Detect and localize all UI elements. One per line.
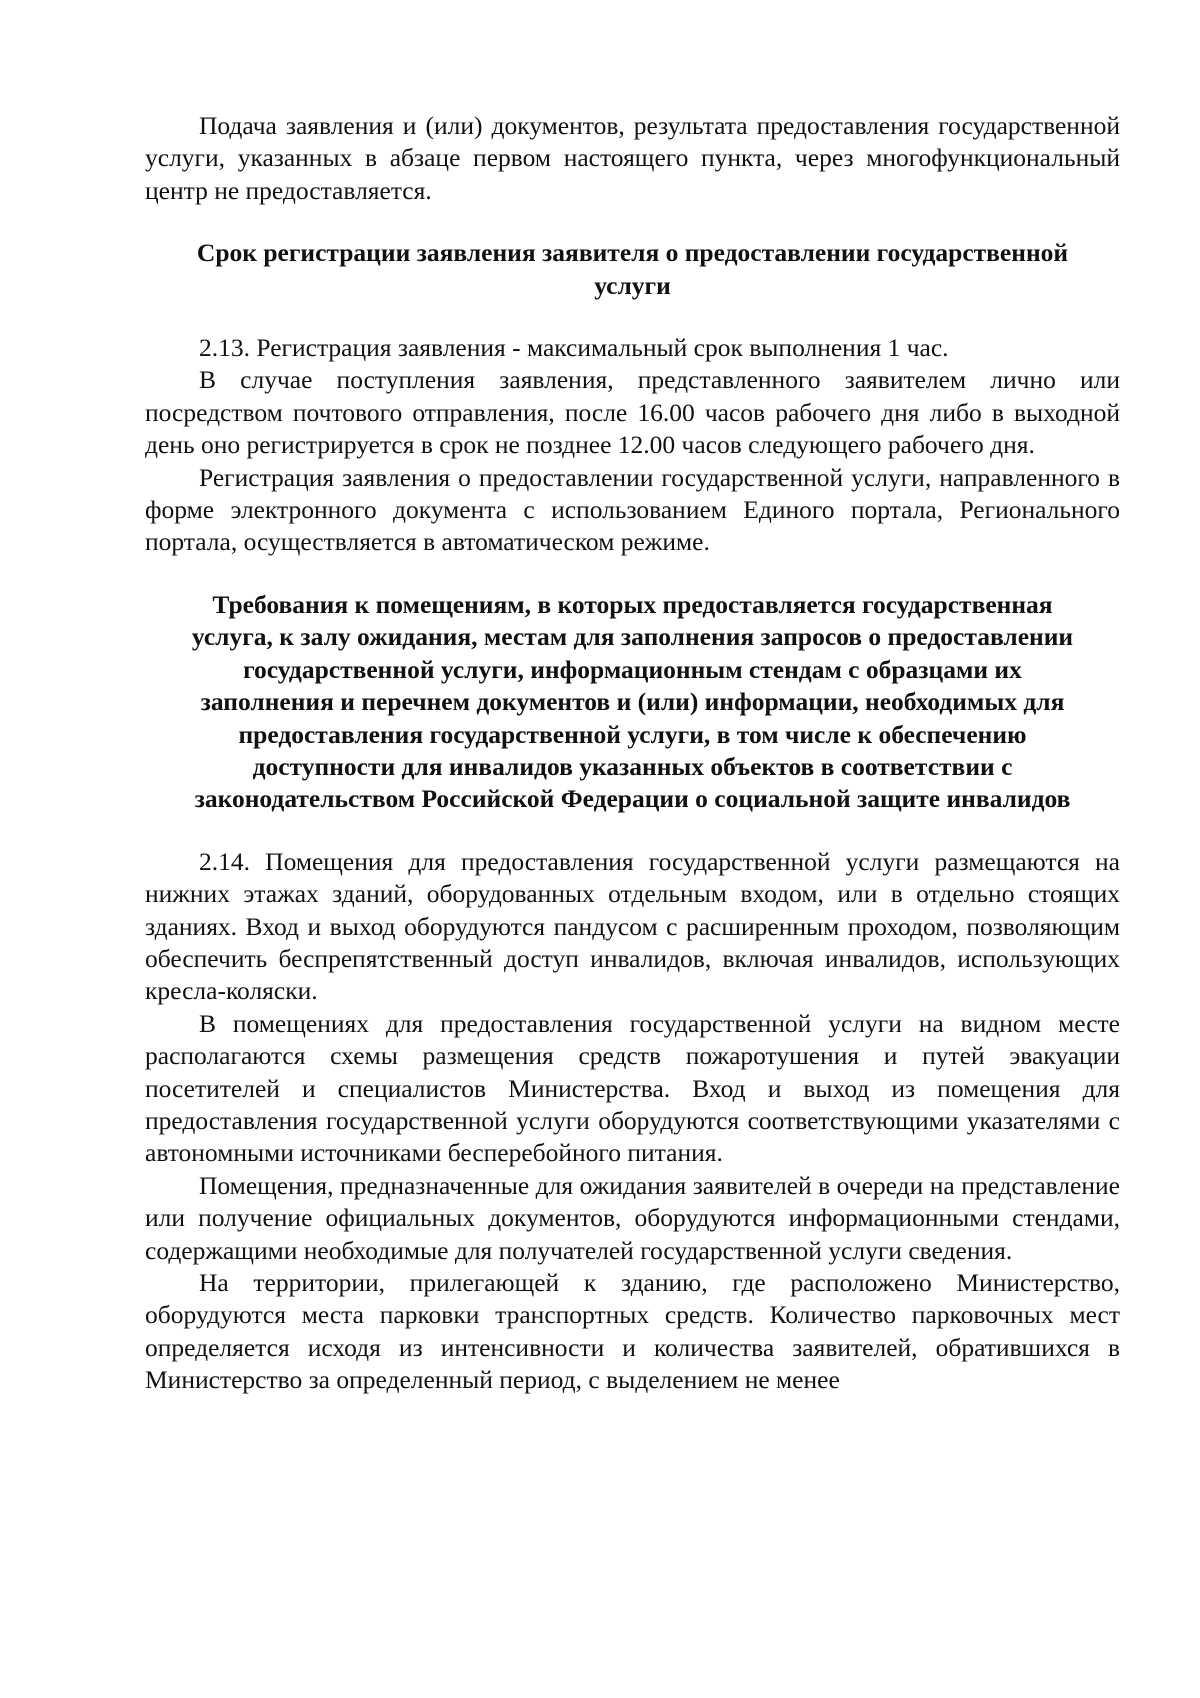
paragraph-electronic-registration: Регистрация заявления о предоставлении государственной услуги, направленного в форме электронного документа с использованием Единого портала, Регионального портала, осуществляется в автоматическом режиме. (145, 462, 1120, 557)
section-heading-premises-requirements: Требования к помещениям, в которых предоставляется государственная услуга, к залу ожидания, местам для заполнения запросов о предоставлении государственной услуги, информационным стендам с образцами их заполнения и перечнем документов и (или) информации, необходимых для предоставления государственной услуги, в том числе к обеспечению доступности для инвалидов указанных объектов в соответствии с законодательством Российской Федерации о социальной защите инвалидов (191, 589, 1074, 814)
document-page (145, 110, 1120, 1397)
section-heading-registration-term: Срок регистрации заявления заявителя о предоставлении государственной услуги (196, 238, 1069, 300)
paragraph-2-13: 2.13. Регистрация заявления - максимальный срок выполнения 1 час. (199, 333, 949, 363)
paragraph-mfc-submission: Подача заявления и (или) документов, результата предоставления государственной услуги, указанных в абзаце первом настоящего пункта, через многофункциональный центр не предоставляется. (145, 111, 1120, 205)
paragraph-waiting-rooms: Помещения, предназначенные для ожидания заявителей в очереди на представление или получение официальных документов, оборудуются информационными стендами, содержащими необходимые для получателей государственной услуги сведения. (145, 1170, 1120, 1265)
paragraph-2-14: 2.14. Помещения для предоставления государственной услуги размещаются на нижних этажах зданий, оборудованных отдельным входом, или в отдельно стоящих зданиях. Вход и выход оборудуются пандусом с расширенным проходом, позволяющим обеспечить беспрепятственный доступ инвалидов, включая инвалидов, использующих кресла-коляски. (145, 846, 1120, 1006)
paragraph-parking: На территории, прилегающей к зданию, где расположено Министерство, оборудуются места парковки транспортных средств. Количество парковочных мест определяется исходя из интенсивности и количества заявителей, обратившихся в Министерство за определенный период, с выделением не менее (145, 1268, 1120, 1395)
paragraph-evacuation-schemes: В помещениях для предоставления государственной услуги на видном месте располагаются схемы размещения средств пожаротушения и путей эвакуации посетителей и специалистов Министерства. Вход и выход из помещения для предоставления государственной услуги оборудуются соответствующими указателями с автономными источниками бесперебойного питания. (145, 1008, 1120, 1168)
paragraph-after-hours-registration: В случае поступления заявления, представленного заявителем лично или посредством почтового отправления, после 16.00 часов рабочего дня либо в выходной день оно регистрируется в срок не позднее 12.00 часов следующего рабочего дня. (145, 365, 1120, 460)
